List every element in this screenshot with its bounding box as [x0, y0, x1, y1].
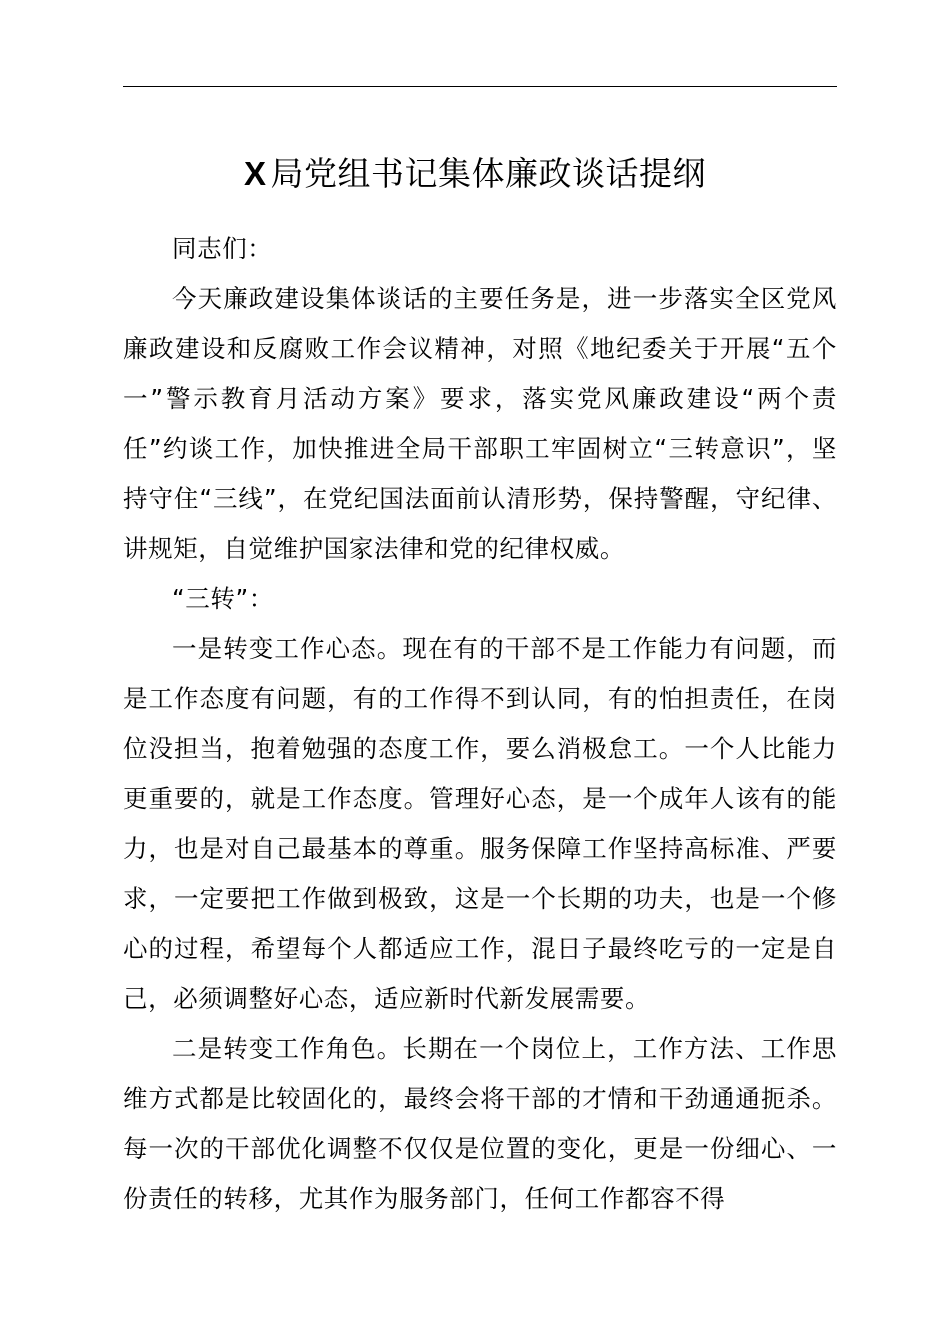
section-heading-paragraph: “三转”：	[172, 584, 274, 613]
point-one-paragraph: 一是转变工作心态。现在有的干部不是工作能力有问题，而是工作态度有问题，有的工作得不到认同，有的怕担责任，在岗位没担当，抱着勉强的态度工作，要么消极怠工。一个人比能力更重要的，就是工作态度。管理好心态，是一个成年人该有的能力，也是对自己最基本的尊重。服务保障工作坚持高标准、严要求，一定要把工作做到极致，这是一个长期的功夫，也是一个修心的过程，希望每个人都适应工作，混日子最终吃亏的一定是自己，必须调整好心态，适应新时代新发展需要。	[123, 634, 837, 1013]
intro-paragraph: 今天廉政建设集体谈话的主要任务是，进一步落实全区党风廉政建设和反腐败工作会议精神，对照《地纪委关于开展“五个一”警示教育月活动方案》要求，落实党风廉政建设“两个责任”约谈工作，加快推进全局干部职工牢固树立“三转意识”，坚持守住“三线”，在党纪国法面前认清形势，保持警醒，守纪律、讲规矩，自觉维护国家法律和党的纪律权威。	[123, 284, 837, 563]
header-rule	[123, 86, 837, 87]
title-prefix: X	[243, 155, 267, 192]
title-text: 局党组书记集体廉政谈话提纲	[270, 154, 706, 193]
document-body	[123, 224, 837, 1224]
page-title	[0, 148, 950, 200]
salutation-paragraph: 同志们：	[172, 234, 273, 263]
point-two-paragraph: 二是转变工作角色。长期在一个岗位上，工作方法、工作思维方式都是比较固化的，最终会将干部的才情和干劲通通扼杀。每一次的干部优化调整不仅仅是位置的变化，更是一份细心、一份责任的转移，尤其作为服务部门，任何工作都容不得	[123, 1034, 837, 1213]
